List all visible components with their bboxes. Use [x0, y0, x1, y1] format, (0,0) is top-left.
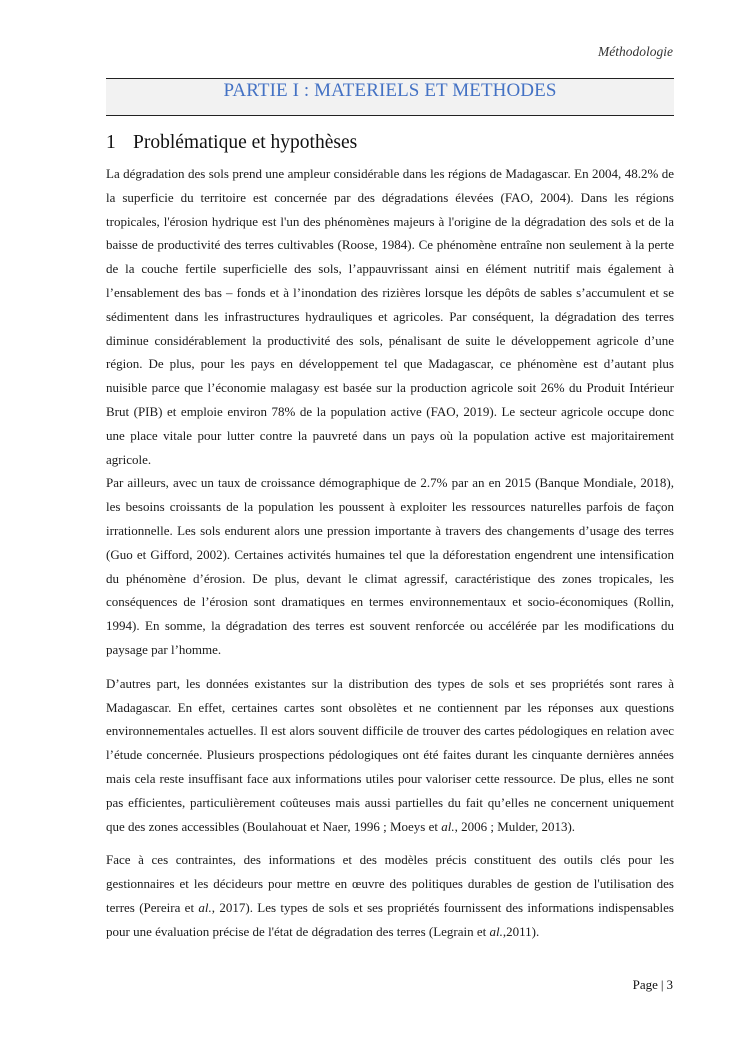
- running-header: Méthodologie: [598, 44, 673, 59]
- paragraph: [106, 471, 674, 661]
- page-separator: |: [660, 977, 664, 992]
- part-title-banner: [106, 78, 674, 116]
- section-title: Problématique et hypothèses: [133, 132, 358, 153]
- paragraph: [106, 848, 674, 943]
- paragraph-text: , 2017). Les types de sols et ses propriétés fournissent des informations indispensables pour une évaluation précise de l'état de dégradation des terres (Legrain et: [106, 899, 674, 939]
- section-heading: [106, 132, 357, 154]
- paragraph-italic-text: al.: [198, 899, 212, 915]
- page-label: Page: [632, 977, 658, 992]
- part-title: PARTIE I : MATERIELS ET METHODES: [223, 80, 557, 101]
- paragraph-text: La dégradation des sols prend une ampleur considérable dans les régions de Madagascar. En 2004, 48.2% de la superficie du territoire est concernée par des dégradations élevées (FAO, 2004). Dans les régions tropicales, l'érosion hydrique est l'un des phénomènes majeurs à l'origine de la dégradation des sols et de la baisse de productivité des terres cultivables (Roose, 1984). Ce phénomène entraîne non seulement à la perte de la couche fertile superficielle des sols, l’appauvrissant ainsi en élément nutritif mais également à l’ensablement des bas – fonds et à l’inondation des rizières lorsque les dépôts de sables s’accumulent et se sédimentent dans les infrastructures hydrauliques et agricoles. Par conséquent, la dégradation des terres diminue considérablement la productivité des sols, pénalisant de suite le développement agricole d’une région. De plus, pour les pays en développement tel que Madagascar, ce phénomène est d’autant plus nuisible parce que l’économie malagasy est basée sur la production agricole soit 26% du Produit Intérieur Brut (PIB) et emploie environ 78% de la population active (FAO, 2019). Le secteur agricole occupe donc une place vitale pour lutter contre la pauvreté dans un pays où la population active est majoritairement agricole.: [106, 166, 674, 467]
- paragraph-text: D’autres part, les données existantes sur la distribution des types de sols et ses propriétés sont rares à Madagascar. En effet, certaines cartes sont obsolètes et ne contiennent par les réponses aux questions environnementales actuelles. Il est alors souvent difficile de trouver des cartes pédologiques en relation avec l’étude concernée. Plusieurs prospections pédologiques ont été faites durant les cinquante dernières années mais cela reste insuffisant face aux informations utiles pour valoriser cette ressource. De plus, elles ne sont pas efficientes, particulièrement coûteuses mais aussi partielles du fait qu’elles ne concernent uniquement que des zones accessibles (Boulahouat et Naer, 1996 ; Moeys et: [106, 675, 674, 834]
- paragraph-text: Face à ces contraintes, des informations et des modèles précis constituent des outils clés pour les gestionnaires et les décideurs pour mettre en œuvre des politiques durables de gestion de l'utilisation des terres (Pereira et: [106, 852, 674, 915]
- section-number: 1: [106, 132, 116, 153]
- body-text: [106, 162, 674, 944]
- paragraph-text: ,2011).: [502, 923, 540, 939]
- paragraph-italic-text: al.: [441, 818, 455, 834]
- paragraph-italic-text: al.: [489, 923, 503, 939]
- paragraph-text: Par ailleurs, avec un taux de croissance démographique de 2.7% par an en 2015 (Banque Mondiale, 2018), les besoins croissants de la population les poussent à exploiter les ressources naturelles parfois de façon irrationnelle. Les sols endurent alors une pression importante à travers des changements d’usage des terres (Guo et Gifford, 2002). Certaines activités humaines tel que la déforestation engendrent une intensification du phénomène d’érosion. De plus, devant le climat agressif, caractéristique des zones tropicales, les conséquences de l’érosion sont dramatiques en termes environnementaux et socio-économiques (Rollin, 1994). En somme, la dégradation des terres est souvent renforcée ou accélérée par les modifications du paysage par l’homme.: [106, 475, 674, 657]
- paragraph-text: , 2006 ; Mulder, 2013).: [454, 818, 576, 834]
- paragraph: [106, 672, 674, 839]
- page-number: 3: [666, 977, 673, 992]
- page-footer: [633, 977, 673, 993]
- paragraph: [106, 162, 674, 471]
